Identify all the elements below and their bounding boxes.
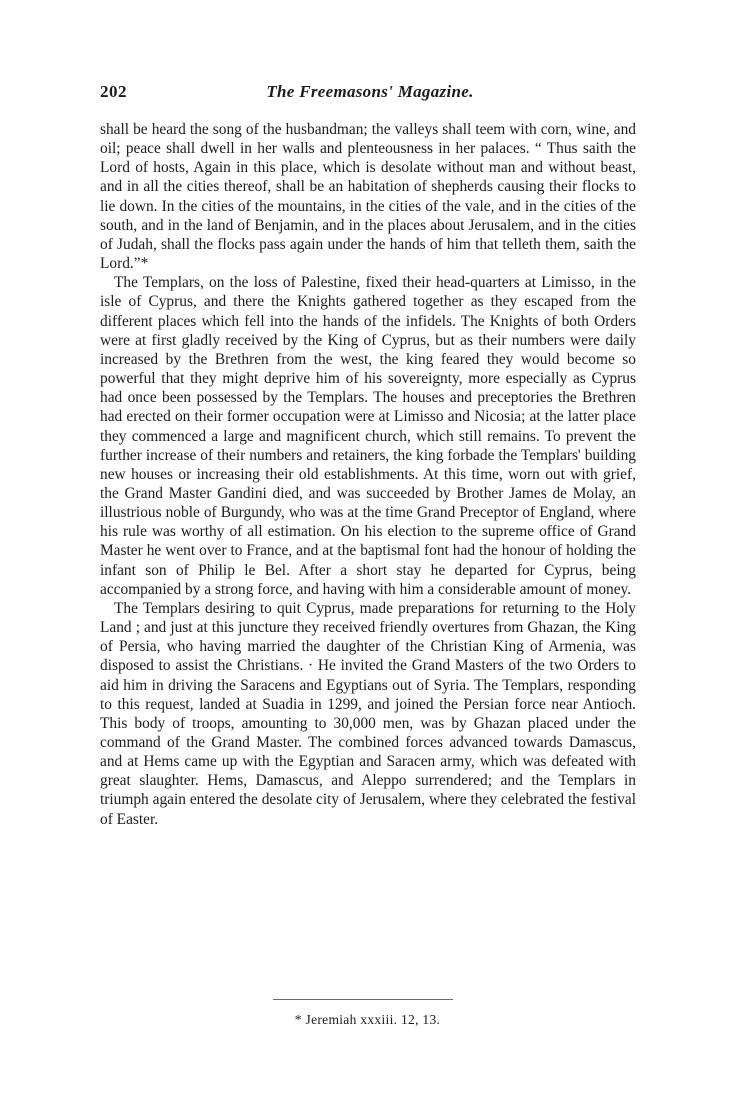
running-title: The Freemasons' Magazine. xyxy=(266,82,474,101)
page-header xyxy=(100,82,640,106)
paragraph-templars-persia: The Templars desiring to quit Cyprus, made preparations for returning to the Holy Land ; and just at this juncture they received friendly overtures from Ghazan, the King of Persia, who having married the daughter of the Christian King of Armenia, was disposed to assist the Christians. · He invited the Grand Masters of the two Orders to aid him in driving the Saracens and Egyptians out of Syria. The Templars, responding to this request, landed at Suadia in 1299, and joined the Persian force near Antioch. This body of troops, amounting to 30,000 men, was by Ghazan placed under the command of the Grand Master. The combined forces advanced towards Damascus, and at Hems came up with the Egyptian and Saracen army, which was defeated with great slaughter. Hems, Damascus, and Aleppo surrendered; and the Templars in triumph again entered the desolate city of Jerusalem, where they celebrated the festival of Easter. xyxy=(100,599,636,828)
article-body xyxy=(100,120,636,829)
footnote-separator xyxy=(273,999,453,1000)
paragraph-continuation: shall be heard the song of the husbandman; the valleys shall teem with corn, wine, and oil; peace shall dwell in her walls and plenteousness in her palaces. “ Thus saith the Lord of hosts, Again in this place, which is desolate without man and without beast, and in all the cities thereof, shall be an habitation of shepherds causing their flocks to lie down. In the cities of the mountains, in the cities of the vale, and in the cities of the south, and in the land of Benjamin, and in the places about Jerusalem, and in the cities of Judah, shall the flocks pass again under the hands of him that telleth them, saith the Lord.”* xyxy=(100,121,636,273)
page-number: 202 xyxy=(100,82,127,101)
paragraph-templars-cyprus: The Templars, on the loss of Palestine, fixed their head-quarters at Limisso, in the isle of Cyprus, and there the Knights gathered together as they escaped from the different places which fell into the hands of the infidels. The Knights of both Orders were at first gladly received by the King of Cyprus, but as their numbers were daily increased by the Brethren from the west, the king feared they would become so powerful that they might deprive him of his sovereignty, more especially as Cyprus had once been possessed by the Templars. The houses and preceptories the Brethren had erected on their former occupation were at Limisso and Nicosia; at the latter place they commenced a large and magnificent church, which still remains. To prevent the further increase of their numbers and retainers, the king forbade the Templars' building new houses or increasing their old establishments. At this time, worn out with grief, the Grand Master Gandini died, and was succeeded by Brother James de Molay, an illustrious noble of Burgundy, who was at the time Grand Preceptor of England, where his rule was worthy of all estimation. On his election to the supreme office of Grand Master he went over to France, and at the baptismal font had the honour of holding the infant son of Philip le Bel. After a short stay he departed for Cyprus, being accompanied by a strong force, and having with him a considerable amount of money. xyxy=(100,274,636,598)
footnote: * Jeremiah xxxiii. 12, 13. xyxy=(294,1012,441,1027)
